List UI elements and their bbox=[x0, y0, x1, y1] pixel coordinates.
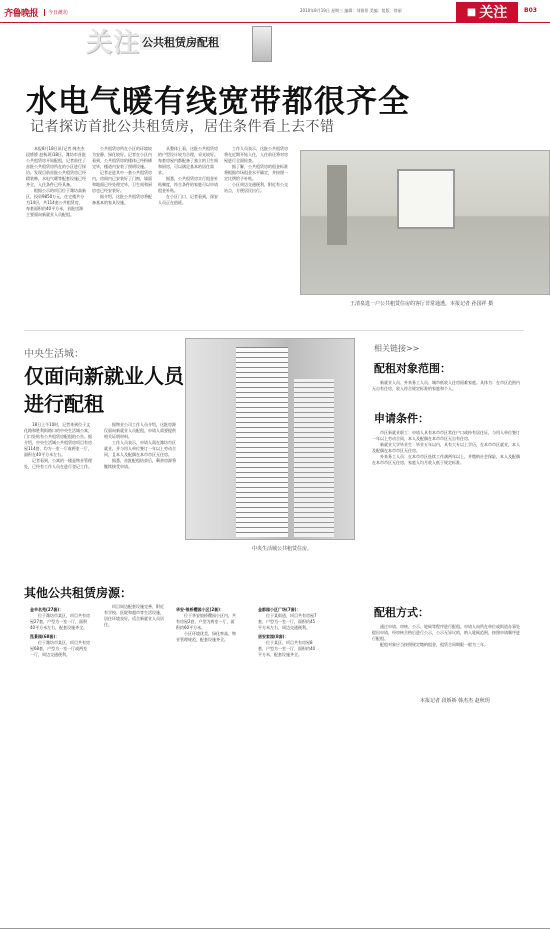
listing-body: 位于潍坊市某区，项目共有房屋68套，户型为一室一厅或两室一厅，周边交通便利。 bbox=[30, 640, 90, 657]
paragraph: 据悉，公共租赁房实行租金补贴制度，符合条件的家庭可以申请租金补贴。 bbox=[158, 176, 218, 193]
paragraph: 配租对象应当按照规定缴纳租金，租赁合同期限一般为三年。 bbox=[380, 642, 488, 647]
other-column-1 bbox=[30, 604, 90, 658]
photo2-caption: 中央生活城公共租赁住房。 bbox=[252, 546, 313, 552]
related-link-kicker: 相关链接>> bbox=[374, 344, 420, 353]
article1-column-1 bbox=[26, 146, 86, 218]
paragraph: 公共租赁房所在小区的环境较为安静，绿化较好。记者在小区内看到，公共租赁房的楼体已经粉刷完毕，楼道内安装了照明设施。 bbox=[92, 146, 152, 169]
other-column-4 bbox=[258, 604, 318, 658]
sidebar-scope-text bbox=[372, 380, 522, 392]
paragraph: 市区新就业职工：申请人具有本市市区常住户口或持有居住证，与用人单位签订一年以上劳动合同，本人及配偶在本市市区无自有住房。 bbox=[372, 430, 520, 441]
sidebar-method-text bbox=[372, 624, 522, 648]
article2-kicker: 中央生活城： bbox=[24, 349, 84, 360]
paragraph: 记者看到，公寓的一楼是物业管理处，已经有工作人员在进行登记工作。 bbox=[24, 458, 92, 469]
listing-body: 位于某街道，项目共有房屋7套，户型为一室一厅，面积约45平方米左右，周边交通便利。 bbox=[258, 613, 317, 630]
paragraph: 据物业公司工作人员介绍，这批房源仅面向新就业人员配租，申请人需要提供相关证明材料。 bbox=[104, 422, 176, 439]
header-meta: 2010年8月19日 星期三 编辑：刘雅景 美编：组版：徐丽 bbox=[300, 8, 402, 13]
listing-title: 居安家园(8套)： bbox=[258, 634, 289, 639]
sidebar-heading-method: 配租方式： bbox=[374, 606, 429, 619]
paragraph: 据介绍，这批公共租赁房将配备基本的家具设施。 bbox=[92, 194, 152, 205]
byline: 本报记者 段娇娇 韩杰杰 赵秋玥 bbox=[420, 698, 490, 704]
apartment-interior-photo bbox=[300, 150, 550, 295]
sidebar-heading-conditions: 申请条件： bbox=[374, 412, 429, 425]
listing-body: 位于某区，项目共有房屋8套，户型为一室一厅，面积约40平方米，配套设施齐全。 bbox=[258, 640, 316, 657]
header-rule bbox=[0, 22, 550, 23]
paragraph: 18日上午10时，记者来到位于文化路和胜利街路口的中央生活城公寓，门口处贴有公共租赁房配租的公告。据介绍，中央生活城公共租赁房项目有房屋114套，均为一室一厅或两室一厅，面积在40平方米左右。 bbox=[24, 422, 92, 457]
paragraph: 外来务工人员：在本市市区连续工作满两年以上，并缴纳社会保险，本人及配偶在本市市区无住房，家庭人均月收入低于规定标准。 bbox=[372, 454, 520, 465]
paragraph: 工作人员表示，这批公共租赁房将在近期开始入住，入住前还将对房屋进行全面检查。 bbox=[224, 146, 288, 163]
listing-title: 泓景园(68套)： bbox=[30, 634, 60, 639]
article2-title-line1: 仅面向新就业人员 bbox=[24, 364, 184, 388]
other-column-3 bbox=[176, 604, 236, 643]
paragraph: 小区周边交通便利，附近有公交站点，方便居民出行。 bbox=[224, 182, 288, 193]
sidebar-heading-scope: 配租对象范围： bbox=[374, 362, 451, 375]
paragraph: 工作人员表示，申请人需在潍坊市区就业，并与用人单位签订一年以上劳动合同，且本人及配偶在本市市区无住房。 bbox=[104, 440, 176, 457]
main-subhead: 记者探访首批公共租赁房，居住条件看上去不错 bbox=[30, 119, 335, 135]
listing-body: 小区环境优美，绿化率高，物业管理规范，配套设施齐全。 bbox=[176, 631, 236, 642]
section-divider bbox=[24, 330, 524, 331]
other-listings-heading: 其他公共租赁房源： bbox=[24, 586, 133, 600]
photo-door bbox=[327, 165, 347, 245]
banner-sign-image bbox=[252, 26, 272, 62]
paragraph: 记者走进其中一套公共租赁房内，房间内已安装好了门窗，墙面和地面已经处理完毕，卫生间和厨房也已经安装好。 bbox=[92, 170, 152, 193]
article2-column-2 bbox=[104, 422, 178, 470]
other-column-2 bbox=[104, 604, 164, 628]
listing-body: 项目周边配套设施完善，附近有学校、医院和超市等生活设施，居住环境良好，适合新就业人员居住。 bbox=[104, 604, 164, 627]
listing-body: 位于潍坊市某区，项目共有房屋27套，户型为一室一厅，面积40平方米左右，配套设施齐全。 bbox=[30, 613, 90, 630]
listing-body: 位于华安银桥樱园小区内，共有房屋2套，户型为两室一厅，面积约60平方米。 bbox=[176, 613, 236, 630]
focus-flag bbox=[456, 2, 518, 22]
flag-icon: ■ bbox=[466, 6, 477, 18]
banner-big-text: 关注 bbox=[86, 28, 141, 58]
paragraph: 在小区门口，记者看到，保安人员正在值班。 bbox=[158, 194, 218, 205]
article1-column-2 bbox=[92, 146, 152, 206]
paragraph: 新就业人员、外来务工人员、城市低收入住房困难家庭。具体为：在市区范围内无自有住房，收入符合规定标准的家庭和个人。 bbox=[372, 380, 520, 391]
paragraph: 新就业大学毕业生：毕业五年以内，具有大专以上学历，在本市市区就业，本人及配偶在本市市区无住房。 bbox=[372, 442, 520, 453]
photo-tower bbox=[294, 379, 334, 537]
section-banner bbox=[86, 22, 266, 62]
footer-rule bbox=[0, 928, 550, 929]
listing-title: 金都园小区广场(7套)： bbox=[258, 607, 301, 612]
article2-title bbox=[24, 362, 184, 418]
article2-column-1 bbox=[24, 422, 94, 470]
page-number: B03 bbox=[524, 7, 537, 14]
listing-title: 金羊名苑(27套)： bbox=[30, 607, 64, 612]
article1-column-4 bbox=[224, 146, 290, 194]
flag-text: 关注 bbox=[479, 5, 508, 21]
paragraph: 通过申请、审核、公示、轮候等程序进行配租。申请人向所在单位或街道办事处提出申请，经审核合格后进行公示，公示无异议的，纳入轮候范围，按照申请顺序进行配租。 bbox=[372, 624, 520, 641]
sidebar-conditions-text bbox=[372, 430, 522, 466]
main-headline: 水电气暖有线宽带都很齐全 bbox=[26, 84, 410, 120]
section-tag: 今日潍坊 bbox=[44, 9, 68, 16]
photo1-caption: 王清泉选一户公共租赁住房的客厅非常通透。本报记者 孙国祥 摄 bbox=[350, 301, 494, 307]
paragraph: 本报8月18日讯(记者 韩杰杰 段娇娇 赵秋玥)18日，潍坊市首批公共租赁房开始配租，记者前往了首批公共租赁房所在的小区进行探访。发现目前首批公共租赁房已经精装修，水电气暖等配套设施已经齐全，入住条件已经具备。 bbox=[26, 146, 86, 187]
apartment-building-photo bbox=[185, 338, 355, 540]
paragraph: 从整体上看，这批公共租赁房的户型设计较为合理，采光较好。每套房屋内都配备了独立的卫生间和厨房，可以满足基本的居住需求。 bbox=[158, 146, 218, 175]
listing-title: 华安·银桥樱园小区(2套)： bbox=[176, 607, 224, 612]
photo-window bbox=[397, 169, 455, 229]
paragraph: 据悉，首批配租结束后，剩余房源将继续接受申请。 bbox=[104, 458, 176, 469]
article2-title-line2: 进行配租 bbox=[24, 392, 104, 416]
paragraph: 根据公示的项目位于潍坊高新区，投资9850万元，住宅楼共分为14层，共114套公共租赁房，每套面积约40平方米，首批房源主要面向新就业人员配租。 bbox=[26, 188, 86, 217]
masthead bbox=[4, 6, 68, 18]
article1-column-3 bbox=[158, 146, 218, 206]
photo-tower bbox=[236, 347, 288, 537]
paragraph: 据了解，公共租赁房的租金标准将根据市场租金水平确定，并按照一定比例给予补贴。 bbox=[224, 164, 288, 181]
newspaper-logo: 齐鲁晚报 bbox=[4, 8, 39, 19]
banner-sub-text: 公共租赁房配租 bbox=[142, 36, 219, 49]
